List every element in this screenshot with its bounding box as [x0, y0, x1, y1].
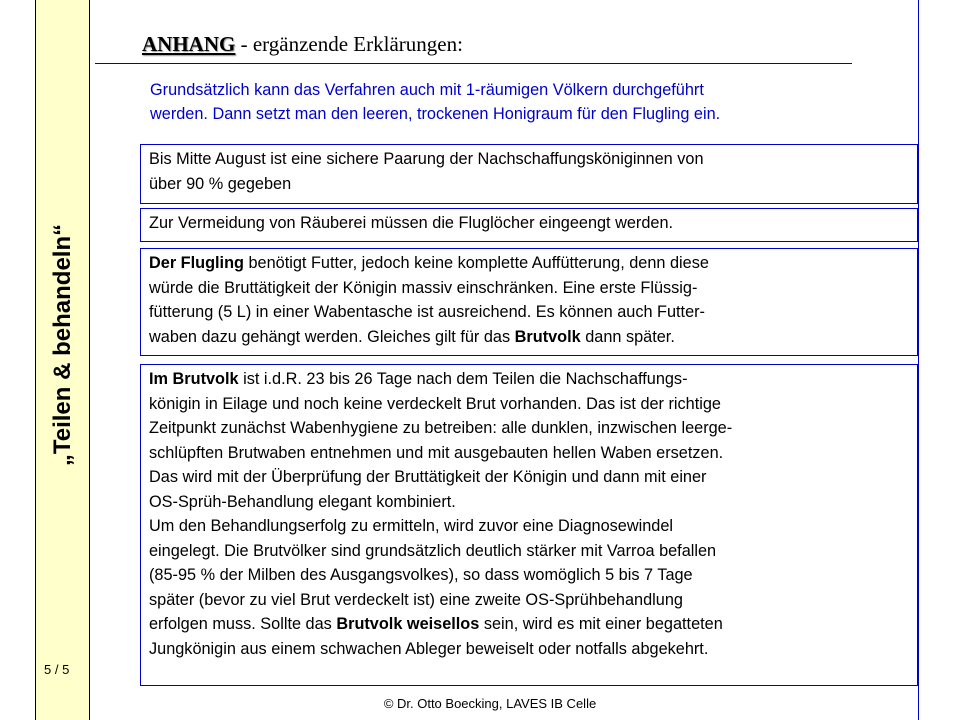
heading-divider — [95, 63, 852, 64]
box-line: Das wird mit der Überprüfung der Bruttätigkeit der Königin und dann mit einer — [149, 468, 707, 486]
intro-line: Grundsätzlich kann das Verfahren auch mit 1-räumigen Völkern durchgeführt — [150, 81, 704, 99]
box-line: erfolgen muss. Sollte das Brutvolk weisellos sein, wird es mit einer begatteten — [149, 615, 723, 633]
box-line: eingelegt. Die Brutvölker sind grundsätzlich deutlich stärker mit Varroa befallen — [149, 541, 717, 560]
bold-term: Der Flugling — [149, 254, 244, 272]
box-line: Zur Vermeidung von Räuberei müssen die Fluglöcher eingeengt werden. — [149, 214, 674, 232]
box-line: schlüpften Brutwaben entnehmen und mit ausgebauten hellen Waben ersetzen. — [149, 443, 724, 462]
box-line: (85-95 % der Milben des Ausgangsvolkes), so dass womöglich 5 bis 7 Tage — [149, 566, 693, 584]
box-line: Zeitpunkt zunächst Wabenhygiene zu betreiben: alle dunklen, inzwischen leerge- — [149, 419, 733, 437]
heading-label: ANHANG — [142, 32, 236, 56]
box-line: über 90 % gegeben — [149, 174, 292, 193]
box-line: Der Flugling benötigt Futter, jedoch keine komplette Auffütterung, denn diese — [149, 254, 709, 272]
page-heading — [142, 32, 463, 57]
box-line: OS-Sprüh-Behandlung elegant kombiniert. — [149, 492, 456, 511]
info-box-robbing — [140, 208, 918, 242]
bold-term: Brutvolk — [514, 327, 581, 346]
info-box-mating — [140, 144, 918, 204]
box-line: Bis Mitte August ist eine sichere Paarung der Nachschaffungsköniginnen von — [149, 150, 704, 168]
intro-line: werden. Dann setzt man den leeren, trockenen Honigraum für den Flugling ein. — [150, 105, 721, 123]
box-line: später (bevor zu viel Brut verdeckelt ist) eine zweite OS-Sprühbehandlung — [149, 590, 683, 609]
box-line: waben dazu gehängt werden. Gleiches gilt für das Brutvolk dann später. — [149, 327, 675, 346]
page-number: 5 / 5 — [44, 662, 70, 677]
info-box-brutvolk — [140, 364, 918, 686]
box-line: Jungkönigin aus einem schwachen Ableger beweiselt oder notfalls abgekehrt. — [149, 639, 709, 658]
bold-term: Brutvolk weisellos — [336, 615, 480, 633]
heading-subtitle: - ergänzende Erklärungen: — [235, 32, 463, 56]
box-line: fütterung (5 L) in einer Wabentasche ist ausreichend. Es können auch Futter- — [149, 303, 705, 321]
box-line: Um den Behandlungserfolg zu ermitteln, wird zuvor eine Diagnosewindel — [149, 517, 673, 535]
box-line: königin in Eilage und noch keine verdeckelt Brut vorhanden. Das ist der richtige — [149, 394, 721, 413]
footer-copyright: © Dr. Otto Boecking, LAVES IB Celle — [383, 696, 597, 711]
sidebar-title: „Teilen & behandeln“ — [49, 223, 76, 467]
intro-paragraph — [150, 78, 910, 126]
info-box-flugling — [140, 248, 918, 356]
bold-term: Im Brutvolk — [149, 370, 239, 388]
box-line: Im Brutvolk ist i.d.R. 23 bis 26 Tage nach dem Teilen die Nachschaffungs- — [149, 370, 688, 388]
right-border-line — [918, 0, 919, 720]
box-line: würde die Bruttätigkeit der Königin massiv einschränken. Eine erste Flüssig- — [149, 278, 698, 297]
